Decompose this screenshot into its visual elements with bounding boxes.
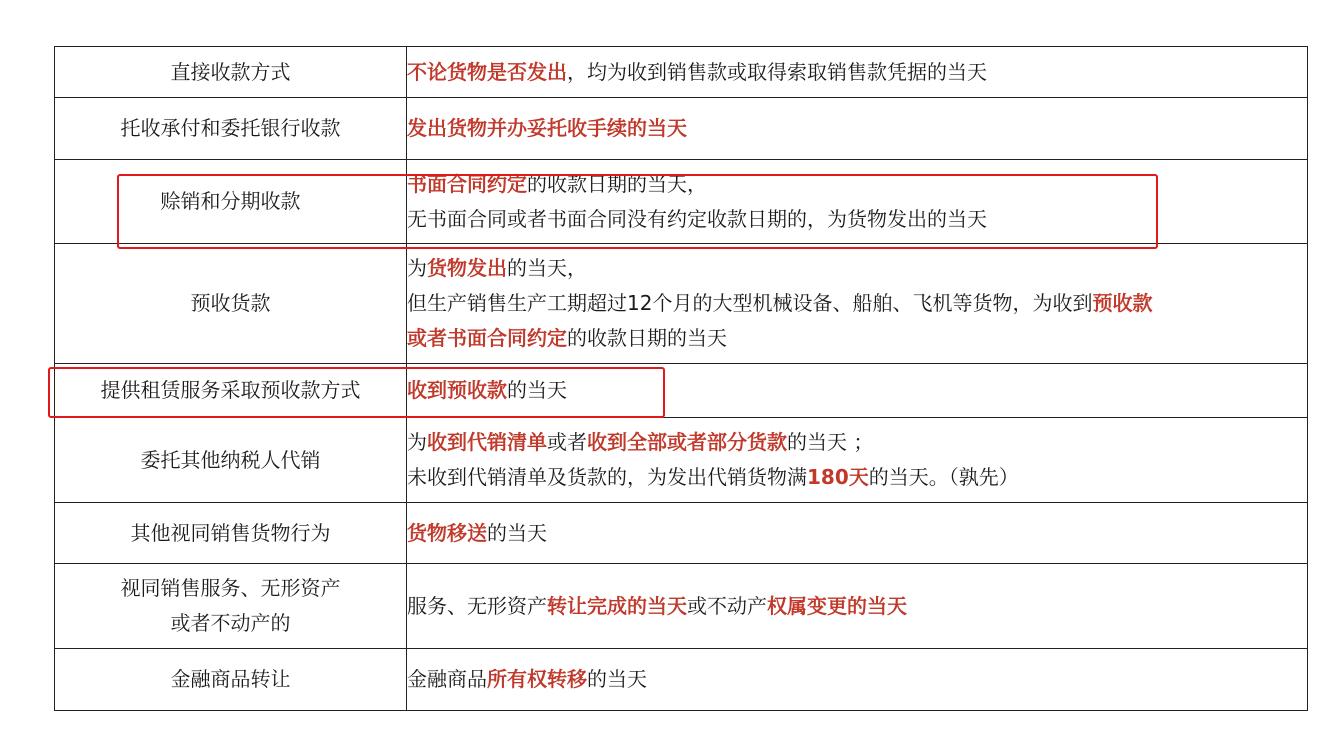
method-label: 视同销售服务、无形资产 xyxy=(120,576,341,600)
timing-cell xyxy=(407,160,1308,244)
timing-line xyxy=(407,286,1307,321)
body-text: 的当天， xyxy=(507,256,587,280)
body-text: 金融商品 xyxy=(407,667,487,691)
timing-cell xyxy=(407,98,1308,160)
table-row xyxy=(55,564,1308,649)
timing-line xyxy=(407,662,1307,697)
method-cell xyxy=(55,418,407,503)
body-text: 或不动产 xyxy=(687,593,767,618)
highlight-text: 书面合同约定 xyxy=(407,171,527,196)
method-label: 托收承付和委托银行收款 xyxy=(120,116,341,140)
timing-cell xyxy=(407,244,1308,364)
table-row xyxy=(55,244,1308,364)
highlight-text: 或者书面合同约定 xyxy=(407,326,567,350)
method-cell xyxy=(55,244,407,364)
body-text: 为 xyxy=(407,430,427,454)
table-row xyxy=(55,47,1308,98)
method-cell xyxy=(55,364,407,418)
method-label: 委托其他纳税人代销 xyxy=(140,447,321,472)
timing-line xyxy=(407,589,1307,624)
timing-line xyxy=(407,373,1307,408)
table-row xyxy=(55,503,1308,564)
table-row xyxy=(55,364,1308,418)
highlight-text: 收到全部或者部分货款 xyxy=(587,430,787,454)
timing-cell xyxy=(407,418,1308,503)
body-text: 为 xyxy=(407,256,427,280)
highlight-text: 不论货物是否发出 xyxy=(407,59,567,84)
table-row xyxy=(55,649,1308,711)
body-text: 的当天。（孰先） xyxy=(868,465,1019,489)
timing-line xyxy=(407,167,1307,202)
highlight-text: 收到预收款 xyxy=(407,378,507,402)
body-text: 或者 xyxy=(547,430,587,454)
method-cell xyxy=(55,503,407,564)
highlight-text: 发出货物并办妥托收手续的当天 xyxy=(407,116,687,140)
timing-line xyxy=(407,251,1307,286)
method-label: 赊销和分期收款 xyxy=(160,189,301,213)
highlight-text: 所有权转移 xyxy=(487,667,587,691)
body-text: 的当天 xyxy=(487,520,547,545)
timing-cell xyxy=(407,503,1308,564)
timing-cell xyxy=(407,47,1308,98)
method-label: 或者不动产的 xyxy=(170,611,291,635)
method-cell xyxy=(55,649,407,711)
table-row xyxy=(55,160,1308,244)
highlight-text: 180天 xyxy=(807,465,869,489)
timing-line xyxy=(407,321,1307,356)
method-cell xyxy=(55,98,407,160)
body-text: 的当天 ； xyxy=(787,430,874,454)
timing-line xyxy=(407,111,1307,146)
table-row xyxy=(55,98,1308,160)
method-cell xyxy=(55,160,407,244)
method-label: 提供租赁服务采取预收款方式 xyxy=(100,378,361,402)
table-body xyxy=(55,47,1308,711)
body-text: 无书面合同或者书面合同没有约定收款日期的，为货物发出的当天 xyxy=(407,206,987,231)
timing-line xyxy=(407,425,1307,460)
timing-line xyxy=(407,516,1307,551)
method-cell xyxy=(55,564,407,649)
timing-cell xyxy=(407,564,1308,649)
method-label: 直接收款方式 xyxy=(170,59,291,84)
method-cell xyxy=(55,47,407,98)
body-text: 的收款日期的当天， xyxy=(527,171,707,196)
body-text: 的收款日期的当天 xyxy=(567,326,727,350)
body-text: 的当天 xyxy=(587,667,647,691)
body-text: 未收到代销清单及货款的，为发出代销货物满 xyxy=(407,465,807,489)
timing-cell xyxy=(407,364,1308,418)
highlight-text: 货物移送 xyxy=(407,520,487,545)
highlight-text: 预收款 xyxy=(1092,291,1153,315)
timing-cell xyxy=(407,649,1308,711)
timing-line xyxy=(407,55,1307,90)
method-label: 预收货款 xyxy=(190,291,271,315)
table-row xyxy=(55,418,1308,503)
body-text: 服务、无形资产 xyxy=(407,593,547,618)
tax-timing-table xyxy=(54,46,1308,711)
method-label: 其他视同销售货物行为 xyxy=(130,520,331,545)
highlight-text: 权属变更的当天 xyxy=(767,593,907,618)
highlight-text: 货物发出 xyxy=(427,256,507,280)
body-text: 的当天 xyxy=(507,378,567,402)
highlight-text: 转让完成的当天 xyxy=(547,593,687,618)
timing-line xyxy=(407,460,1307,495)
body-text: 但生产销售生产工期超过12个月的大型机械设备、船舶、飞机等货物，为收到 xyxy=(407,291,1093,315)
highlight-text: 收到代销清单 xyxy=(427,430,547,454)
timing-line xyxy=(407,202,1307,237)
method-label: 金融商品转让 xyxy=(170,667,291,691)
body-text: ，均为收到销售款或取得索取销售款凭据的当天 xyxy=(567,59,987,84)
